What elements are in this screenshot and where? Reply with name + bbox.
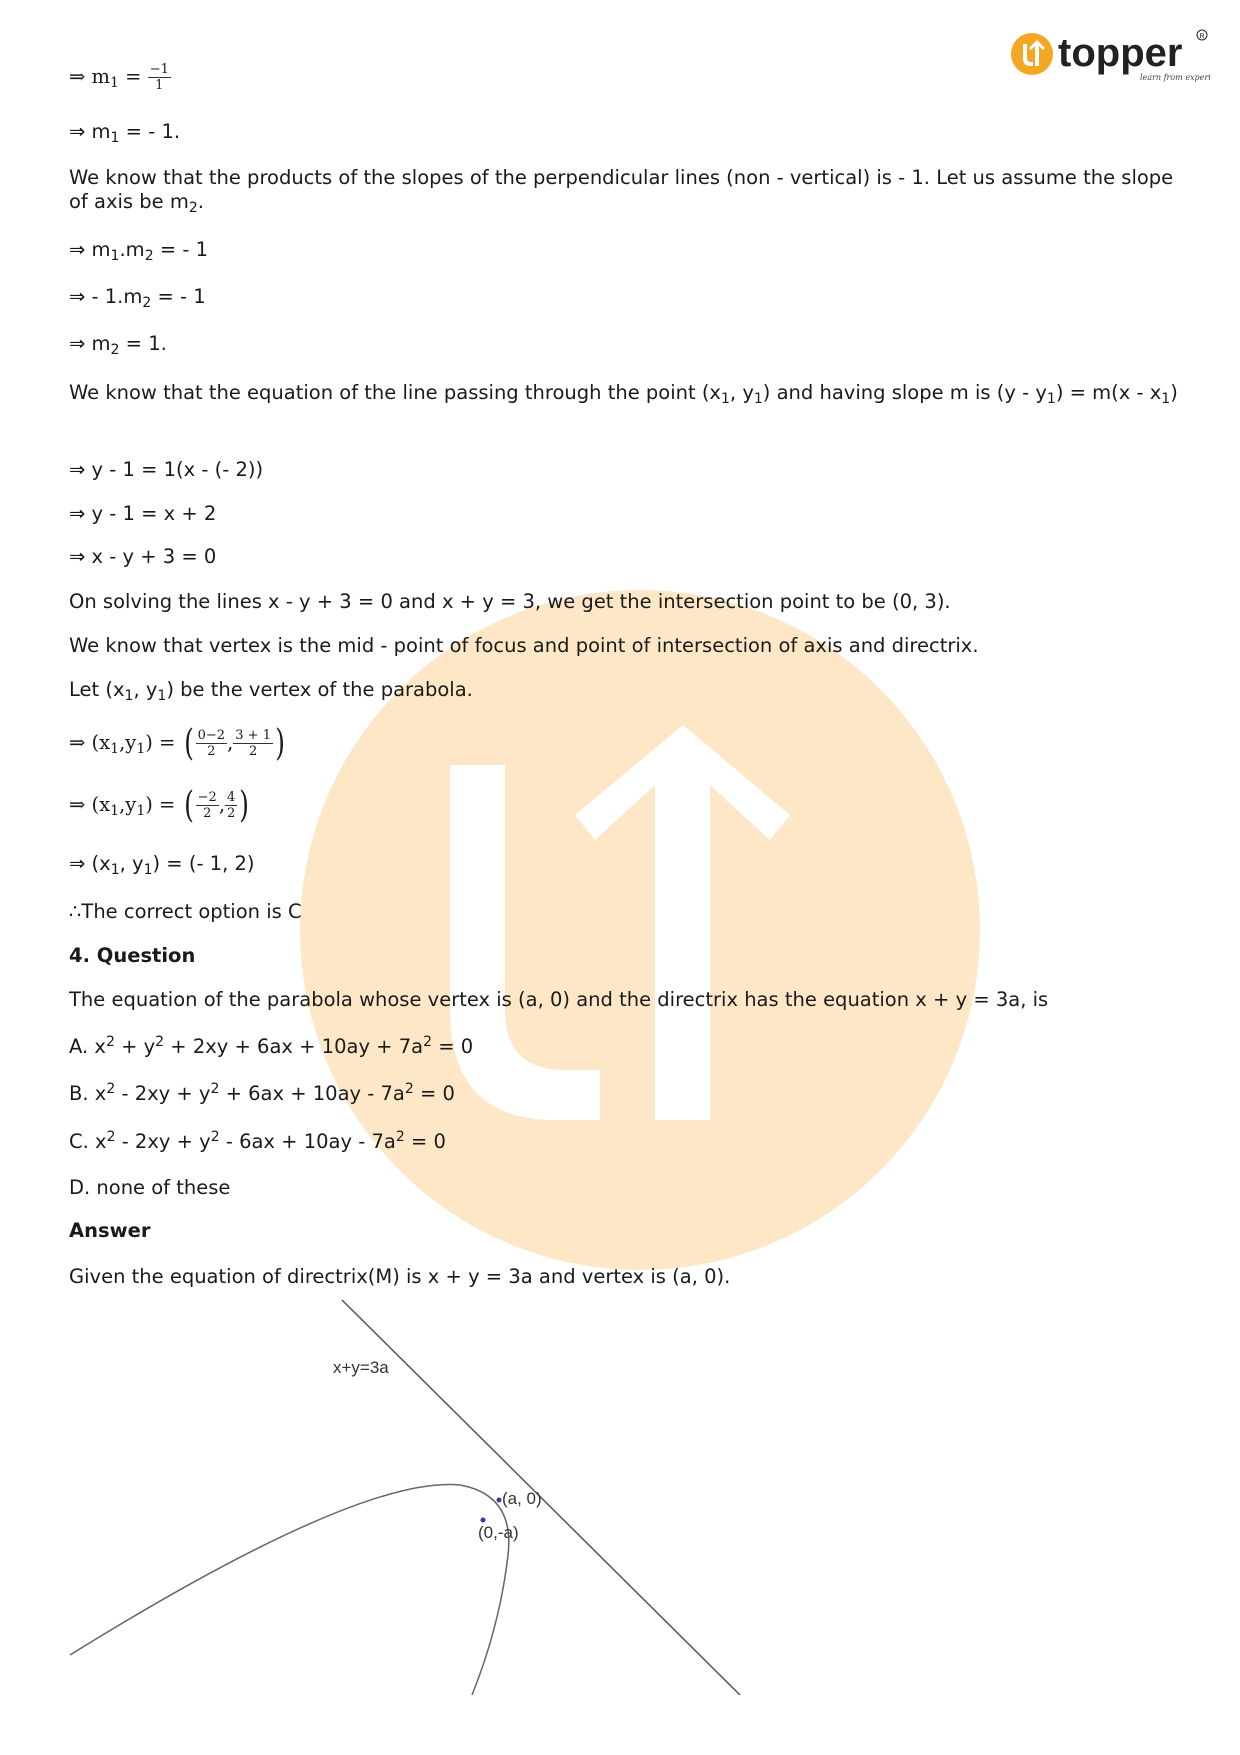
brand-logo: [1010, 26, 1210, 90]
option-a: A. $x^2 + y^2 + 2xy + 6ax + 10ay + 7a^2 = 0$: [69, 1033, 474, 1058]
equation-substitute-m1: ⇒ - $1.m_2$ = - 1: [69, 285, 206, 312]
parabola-diagram: [60, 1295, 760, 1695]
option-c: C. $x^2 - 2xy + y^2 - 6ax + 10ay - 7a^2 = 0$: [69, 1128, 446, 1153]
directrix-label: x+y=3a: [333, 1358, 389, 1377]
paragraph-let-vertex: Let ($x_1$, $y_1$) be the vertex of the parabola.: [69, 678, 473, 705]
equation-m1-value: ⇒ $m_1$ = - 1.: [69, 120, 181, 147]
svg-text:R: R: [1199, 33, 1205, 40]
paragraph-perpendicular-slopes: We know that the products of the slopes of the perpendicular lines (non - vertical) is - 1. Let us assume the slope of axis be $m_2$.: [69, 166, 1174, 217]
vertex-label: (a, 0): [502, 1489, 542, 1508]
equation-vertex-result: ⇒ ($x_1$, $y_1$) = (- 1, 2): [69, 852, 255, 879]
equation-m1-m2-product: ⇒ $m_1.m_2$ = - 1: [69, 238, 209, 265]
paragraph-vertex-midpoint: We know that vertex is the mid - point of focus and point of intersection of axis and directrix.: [69, 634, 979, 657]
equation-m2-value: ⇒ $m_2 = 1$.: [69, 332, 167, 359]
parabola-figure: [60, 1295, 760, 1695]
option-d: D. none of these: [69, 1176, 231, 1199]
question-text: The equation of the parabola whose vertex is (a, 0) and the directrix has the equation x + y = 3a, is: [69, 988, 1049, 1011]
equation-vertex-simplified: ⇒ $(x_1,y_1)$ = ( $\frac{-2}{2}$ , $\frac{4}{2}$ ): [69, 784, 250, 826]
u-arrow-logo-icon: [1010, 26, 1210, 90]
correct-option-statement: ∴The correct option is C: [69, 900, 302, 923]
equation-line-step2: ⇒ y - 1 = x + 2: [69, 502, 217, 525]
answer-given-statement: Given the equation of directrix(M) is x + y = 3a and vertex is (a, 0).: [69, 1265, 731, 1288]
focus-label: (0,-a): [478, 1523, 519, 1542]
option-b: B. $x^2 - 2xy + y^2 + 6ax + 10ay - 7a^2 = 0$: [69, 1080, 455, 1105]
equation-vertex-midpoint-formula: ⇒ $(x_1,y_1)$ = ( $\frac{0-2}{2}$ , $\frac{3 + 1}{2}$ ): [69, 722, 285, 764]
parabola-curve: [70, 1484, 509, 1695]
brand-tagline: learn from experts: [1140, 73, 1210, 82]
answer-heading: Answer: [69, 1219, 151, 1242]
vertex-point: [497, 1498, 502, 1503]
question-heading: 4. Question: [69, 944, 196, 967]
equation-m1-fraction: ⇒ $m_1$ = $\frac{-1}{1}$: [69, 62, 169, 93]
equation-line-step1: ⇒ y - 1 = 1(x - (- 2)): [69, 458, 264, 481]
paragraph-line-equation: We know that the equation of the line passing through the point ($x_1$, $y_1$) and having slope m is $(y - y_1) = m(x - x_1)$: [69, 381, 1178, 408]
focus-point: [481, 1518, 486, 1523]
brand-name: topper: [1058, 31, 1183, 75]
equation-axis: ⇒ x - y + 3 = 0: [69, 545, 217, 568]
paragraph-intersection: On solving the lines x - y + 3 = 0 and x + y = 3, we get the intersection point to be (0, 3).: [69, 590, 951, 613]
